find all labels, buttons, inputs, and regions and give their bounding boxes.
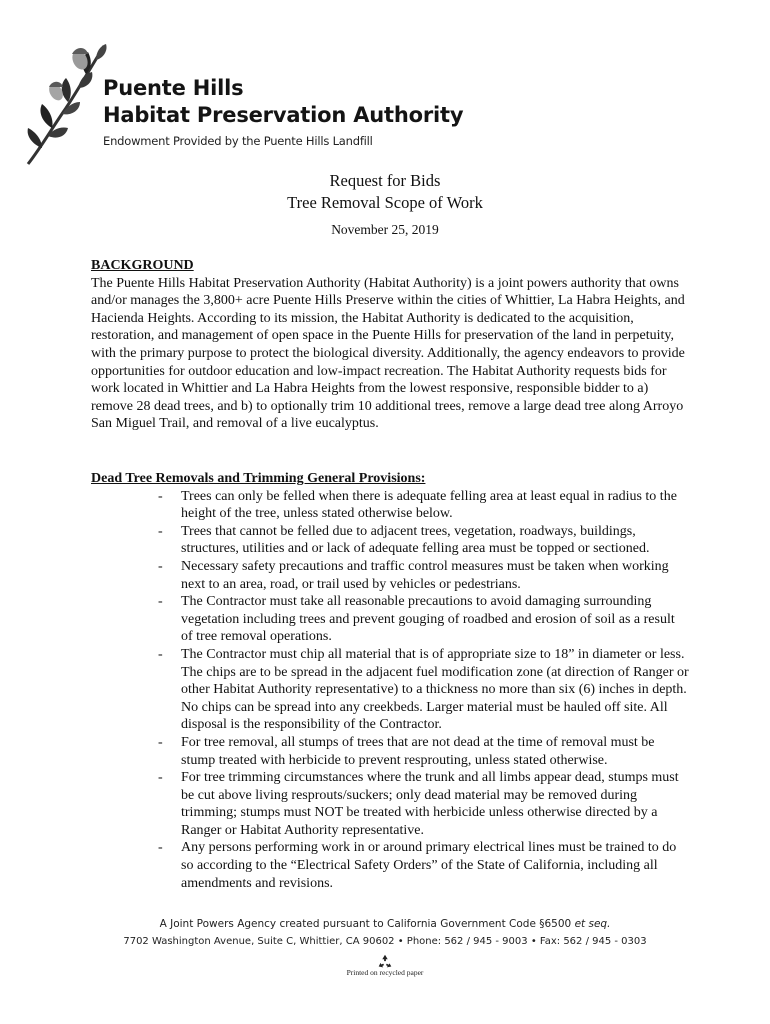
provision-text: The Contractor must chip all material that is of appropriate size to 18” in diameter or less. The chips are to be spread in the adjacent fuel modification zone (at direction of Ranger or other Habitat Authority representative) to a thickness no more than six (6) inches in depth. No chips can be spread into any creekbeds. Larger material must be hauled off site. All disposal is the responsibility of the Contractor.: [181, 646, 689, 733]
provision-text: Trees that cannot be felled due to adjacent trees, vegetation, roadways, buildings, structures, utilities and or lack of adequate felling area must be topped or sectioned.: [181, 523, 650, 557]
provision-item: [91, 839, 689, 892]
acorn-oak-leaf-branch-icon: [22, 36, 122, 168]
footer-jpa-statement: [0, 918, 770, 930]
bullet-dash: -: [158, 558, 163, 574]
bullet-dash: -: [158, 523, 163, 539]
document-date: November 25, 2019: [331, 222, 439, 237]
provision-text: For tree removal, all stumps of trees that are not dead at the time of removal must be stump treated with herbicide to prevent resprouting, unless stated otherwise.: [181, 734, 655, 768]
provision-item: [91, 523, 689, 558]
provision-text: The Contractor must take all reasonable precautions to avoid damaging surrounding vegetation including trees and prevent gouging of roadbed and erosion of soil as a result of tree removal operations.: [181, 594, 675, 645]
org-name-line2: Habitat Preservation Authority: [103, 103, 464, 127]
bullet-dash: -: [158, 734, 163, 750]
bullet-dash: -: [158, 594, 163, 610]
provisions-heading: Dead Tree Removals and Trimming General Provisions:: [91, 471, 426, 486]
provision-item: [91, 734, 689, 769]
bullet-dash: -: [158, 488, 163, 504]
footer-jpa-text: A Joint Powers Agency created pursuant to California Government Code §6500: [159, 918, 575, 930]
provision-text: Necessary safety precautions and traffic control measures must be taken when working next to an area, road, or trail used by vehicles or pedestrians.: [181, 558, 669, 592]
provision-text: Trees can only be felled when there is adequate felling area at least equal in radius to the height of the tree, unless stated otherwise below.: [181, 488, 677, 522]
background-heading: BACKGROUND: [91, 258, 194, 273]
document-subtitle: Tree Removal Scope of Work: [287, 193, 483, 212]
provisions-section: [91, 470, 689, 892]
footer-contact-line: 7702 Washington Avenue, Suite C, Whittier, CA 90602 • Phone: 562 / 945 - 9003 • Fax: 562 / 945 - 0303: [123, 936, 647, 947]
org-name-line1: Puente Hills: [103, 76, 244, 100]
bullet-dash: -: [158, 646, 163, 662]
provision-item: [91, 558, 689, 593]
provision-text: For tree trimming circumstances where the trunk and all limbs appear dead, stumps must be cut above living resprouts/suckers; only dead material may be removed during trimming; stumps must NOT be treated with herbicide unless otherwise directed by a Ranger or Habitat Authority representative.: [181, 770, 679, 838]
endowment-tagline: Endowment Provided by the Puente Hills Landfill: [103, 134, 373, 148]
provision-item: [91, 488, 689, 523]
document-title: Request for Bids: [329, 171, 441, 190]
background-section: [91, 257, 689, 433]
footer-et-seq: et seq.: [574, 918, 611, 930]
bullet-dash: -: [158, 840, 163, 856]
provision-text: Any persons performing work in or around primary electrical lines must be trained to do so according to the “Electrical Safety Orders” of the State of California, including all amendments and revisions.: [181, 840, 677, 891]
provision-item: [91, 646, 689, 734]
background-paragraph: The Puente Hills Habitat Preservation Authority (Habitat Authority) is a joint powers authority that owns and/or manages the 3,800+ acre Puente Hills Preserve within the cities of Whittier, La Habra Heights, and Hacienda Heights. According to its mission, the Habitat Authority is dedicated to the acquisition, restoration, and management of open space in the Puente Hills for preservation of the land in perpetuity, with the primary purpose to protect the biological diversity. Additionally, the agency endeavors to provide opportunities for outdoor education and low-impact recreation. The Habitat Authority requests bids for work located in Whittier and La Habra Heights from the lowest responsive, responsible bidder to a) remove 28 dead trees, and b) to optionally trim 10 additional trees, remove a large dead tree along Arroyo San Miguel Trail, and removal of a live eucalyptus.: [91, 275, 685, 432]
printed-on-recycled-paper: Printed on recycled paper: [346, 968, 424, 977]
bullet-dash: -: [158, 770, 163, 786]
provision-item: [91, 593, 689, 646]
provisions-list: [91, 488, 689, 893]
provision-item: [91, 769, 689, 839]
